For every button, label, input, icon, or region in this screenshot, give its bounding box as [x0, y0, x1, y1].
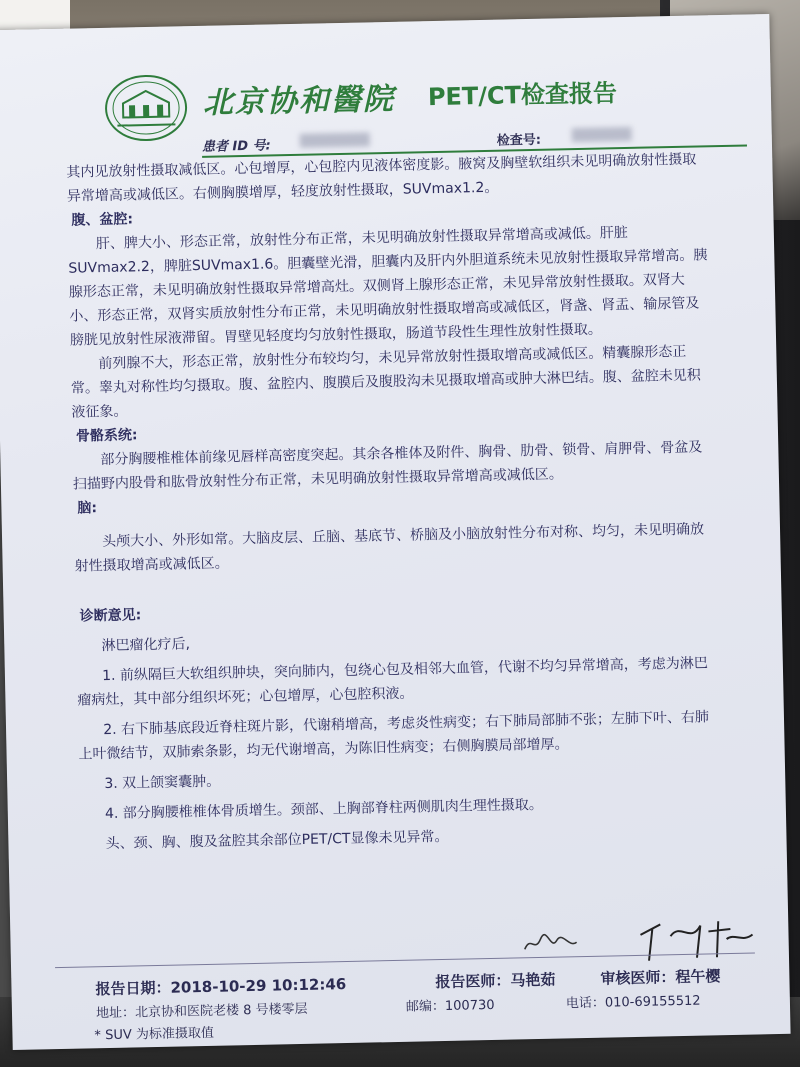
section-abdomen-heading: 腹、盆腔: — [71, 211, 134, 229]
section-brain-heading: 脑: — [77, 500, 98, 517]
exam-no-label: 检查号: — [496, 132, 542, 149]
reviewer-signature — [630, 912, 761, 965]
report-title: PET/CT检查报告 — [427, 79, 618, 112]
section-diagnosis-heading: 诊断意见: — [79, 607, 142, 625]
brain-paragraph: 头颅大小、外形如常。大脑皮层、丘脑、基底节、桥脑及小脑放射性分布对称、均匀，未见明确放射性摄取增高或减低区。 — [74, 521, 705, 575]
diagnosis-item-4: 4. 部分胸腰椎椎体骨质增生。颈部、上胸部脊柱两侧肌肉生理性摄取。 — [104, 796, 543, 823]
diagnosis-item-3: 3. 双上颌窦囊肿。 — [104, 773, 221, 793]
diagnosis-item-2: 2. 右下肺基底段近脊柱斑片影，代谢稍增高，考虑炎性病变；右下肺局部肺不张；左肺下叶、右肺上叶微结节，双肺索条影，均无代谢增高，为陈旧性病变；右侧胸膜局部增厚。 — [78, 709, 710, 763]
bone-paragraph: 部分胸腰椎椎体前缘见唇样高密度突起。其余各椎体及附件、胸骨、肋骨、锁骨、肩胛骨、骨盆及扫描野内股骨和肱骨放射性分布正常，未见明确放射性摄取异常增高或减低区。 — [72, 439, 703, 493]
patient-id-label: 患者 ID 号: — [201, 138, 271, 155]
footer-row-1 — [95, 964, 755, 999]
diagnosis-list — [76, 621, 721, 856]
diagnosis-item-5: 头、颈、胸、腹及盆腔其余部位PET/CT显像未见异常。 — [105, 828, 449, 853]
hospital-address: 地址：北京协和医院老楼 8 号楼零层 — [95, 1001, 308, 1022]
diagnosis-item-1: 1. 前纵隔巨大软组织肿块，突向肺内，包绕心包及相邻大血管，代谢不均匀异常增高，考虑为淋巴瘤病灶，其中部分组织坏死；心包增厚，心包腔积液。 — [77, 655, 708, 709]
report-footer — [51, 935, 753, 1050]
suv-note: * SUV 为标准摄取值 — [94, 1025, 215, 1044]
abdomen-paragraph-2: 前列腺不大，形态正常，放射性分布较均匀，未见异常放射性摄取增高或减低区。精囊腺形态正常。睾丸对称性均匀摄取。腹、盆腔内、腹膜后及腹股沟未见摄取增高或肿大淋巴结。腹、盆腔未见积液征象。 — [70, 343, 701, 421]
hospital-logo-icon — [102, 72, 189, 144]
abdomen-paragraph-1: 肝、脾大小、形态正常，放射性分布正常，未见明确放射性摄取异常增高或减低。肝脏SUVmax2.2，脾脏SUVmax1.6。胆囊壁光滑，胆囊内及肝内外胆道系统未见放射性摄取异常增高。胰腺形态正常，未见明确放射性摄取异常增高灶。双侧肾上腺形态正常，未见异常放射性摄取。双肾大小、形态正常，双肾实质放射性分布正常，未见明确放射性摄取增高或减低区，肾盏、肾盂、输尿管及膀胱见放射性尿液滞留。胃壁见轻度均匀放射性摄取，肠道节段性生理性放射性摄取。 — [68, 224, 708, 349]
reviewing-doctor: 审核医师：程午樱 — [600, 967, 721, 988]
hospital-name: 北京协和醫院 — [202, 81, 396, 121]
diagnosis-intro: 淋巴瘤化疗后, — [101, 636, 191, 655]
phone: 电话：010-69155512 — [565, 993, 701, 1012]
chest-continuation: 其内见放射性摄取减低区。心包增厚，心包腔内见液体密度影。腋窝及胸壁软组织未见明确放射性摄取异常增高或减低区。右侧胸膜增厚，轻度放射性摄取，SUVmax1.2。 — [66, 151, 697, 205]
reporter-signature — [520, 930, 581, 957]
section-bone-heading: 骨骼系统: — [75, 427, 138, 445]
redacted-exam-no — [572, 127, 632, 142]
reporting-doctor: 报告医师：马艳茹 — [435, 970, 556, 992]
report-date: 报告日期：2018-10-29 10:12:46 — [95, 975, 347, 999]
report-paper — [0, 14, 791, 1050]
postcode: 邮编：100730 — [405, 997, 495, 1015]
report-body — [66, 147, 720, 856]
redacted-patient-id — [300, 132, 370, 147]
report-header — [102, 53, 744, 156]
